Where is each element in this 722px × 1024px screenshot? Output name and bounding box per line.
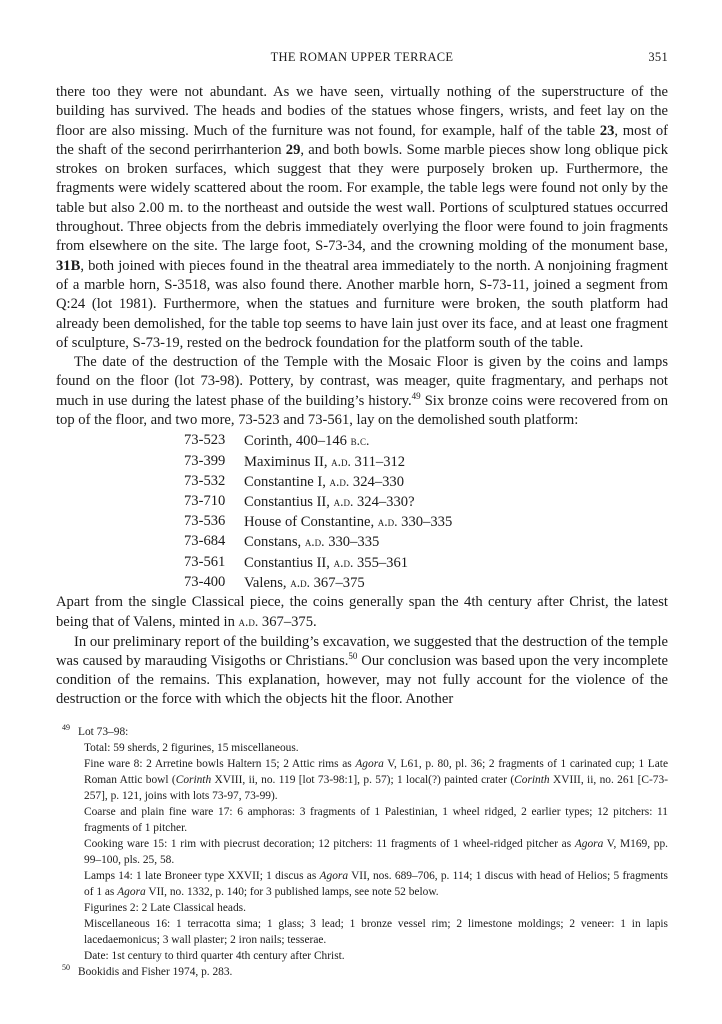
footnote-miscellaneous: Miscellaneous 16: 1 terracotta sima; 1 glass; 3 lead; 1 bronze vessel rim; 2 limestone moldings; 2 veneer: 1 in lapis lacedaemonicus; 3 wall plaster; 2 iron nails; tesserae.: [84, 917, 668, 946]
footnote-cooking-ware: Cooking ware 15: 1 rim with piecrust decoration; 12 pitchers: 11 fragments of 1 wheel-ridged pitcher as Agora V, M169, pp. 99–100, pls. 25, 58.: [84, 837, 668, 866]
coin-row: 73-532 Constantine I, a.d. 324–330: [184, 472, 405, 490]
coin-row: 73-710 Constantius II, a.d. 324–330?: [184, 492, 415, 510]
page-number: 351: [648, 50, 668, 64]
page: [56, 50, 668, 980]
footnotes: [56, 724, 668, 980]
running-title: THE ROMAN UPPER TERRACE: [270, 50, 454, 64]
footnote-49: $^{49}$ Lot 73–98:: [62, 722, 129, 738]
paragraph-4: In our preliminary report of the building’s excavation, we suggested that the destruction of the temple was caused by marauding Visigoths or Christians.$^{50}$ Our conclusion was based upon the very incomplete condition of the remains. This explanation, however, may not fully account for the violence of the destruction or the force with which the objects hit the floor. Another: [56, 633, 668, 708]
coin-list: [184, 431, 668, 593]
footnote-total: Total: 59 sherds, 2 figurines, 15 miscellaneous.: [84, 741, 299, 754]
coin-row: 73-400 Valens, a.d. 367–375: [184, 573, 365, 591]
footnote-ref-50[interactable]: 50: [348, 651, 358, 661]
footnote-ref-49[interactable]: 49: [411, 390, 421, 401]
footnote-lamps: Lamps 14: 1 late Broneer type XXVII; 1 discus as Agora VII, nos. 689–706, p. 114; 1 discus with head of Helios; 5 fragments of 1 as Agora VII, no. 1332, p. 140; for 3 published lamps, see note 52 below.: [84, 869, 668, 898]
footnote-date: Date: 1st century to third quarter 4th century after Christ.: [84, 949, 345, 962]
footnote-coarse-ware: Coarse and plain fine ware 17: 6 amphoras: 3 fragments of 1 Palestinian, 1 wheel ridged, 2 earlier types; 12 pitchers: 11 fragments of 1 pitcher.: [84, 805, 668, 834]
coin-row: 73-561 Constantius II, a.d. 355–361: [184, 553, 409, 571]
footnote-fine-ware: Fine ware 8: 2 Arretine bowls Haltern 15; 2 Attic rims as Agora V, L61, p. 80, pl. 36; 2 fragments of 1 carinated cup; 1 Late Roman Attic bowl (Corinth XVIII, ii, no. 119 [lot 73-98:1], p. 57); 1 local(?) painted crater (Corinth XVIII, ii, no. 261 [C-73-257], p. 121, joins with lots 73-97, 73-99).: [84, 757, 668, 802]
body-text: [56, 83, 668, 710]
paragraph-1: there too they were not abundant. As we have seen, virtually nothing of the superstructure of the building has survived. The heads and bodies of the statues whose fingers, wrists, and feet lay on the floor are also missing. Much of the furniture was not found, for example, half of the table 23, most of the shaft of the second perirrhanterion 29, and both bowls. Some marble pieces show long oblique pick strokes on broken surfaces, which suggest that they were purposely broken up. Furthermore, the fragments were widely scattered about the room. For example, the table legs were found not only by the table but also 2.00 m. to the northeast and outside the west wall. Portions of sculptured statues occurred throughout. Three objects from the debris immediately overlying the floor were found to join fragments from elsewhere on the site. The large foot, S-73-34, and the crowning molding of the monument base, 31B, both joined with pieces found in the theatral area immediately to the north. A nonjoining fragment of a marble horn, S-3518, was also found there. Another marble horn, S-73-11, joined a segment from Q:24 (lot 1981). Furthermore, when the statues and furniture were broken, the south platform had already been demolished, for the table top seems to have lain just over its face, and at least one fragment of sculpture, S-73-19, rested on the bedrock foundation for the platform south of the table.: [56, 84, 669, 351]
coin-row: 73-399 Maximinus II, a.d. 311–312: [184, 452, 406, 470]
footnote-50: $^{50}$ Bookidis and Fisher 1974, p. 283.: [62, 962, 233, 978]
running-head: [56, 50, 668, 72]
paragraph-2: The date of the destruction of the Temple with the Mosaic Floor is given by the coins and lamps found on the floor (lot 73-98). Pottery, by contrast, was meager, quite fragmentary, and perhaps not much in use during the latest phase of the building’s history.$^{49}$ Six bronze coins were recovered from on top of the floor, and two more, 73-523 and 73-561, lay on the demolished south platform:: [56, 354, 668, 429]
coin-row: 73-684 Constans, a.d. 330–335: [184, 533, 380, 551]
paragraph-3: Apart from the single Classical piece, the coins generally span the 4th century after Christ, the latest being that of Valens, minted in a.d. 367–375.: [56, 593, 668, 631]
footnote-figurines: Figurines 2: 2 Late Classical heads.: [84, 901, 246, 914]
coin-row: 73-536 House of Constantine, a.d. 330–335: [184, 513, 453, 531]
coin-row: 73-523 Corinth, 400–146 b.c.: [184, 432, 370, 450]
